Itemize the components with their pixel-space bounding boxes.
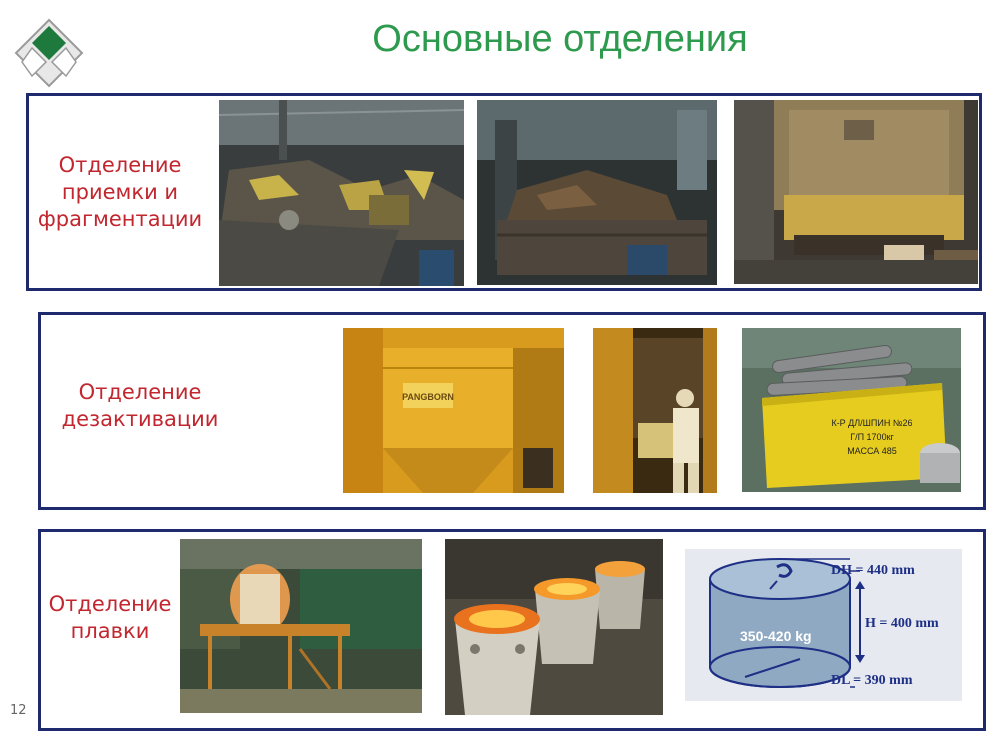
section-label-melting: Отделение плавки	[48, 592, 172, 643]
operator-photo	[593, 328, 717, 493]
top-diameter-label: DH = 440 mm	[831, 563, 915, 578]
section-label-decontamination: Отделение дезактивации	[61, 380, 219, 431]
container-marking-3: МАССА 485	[847, 446, 897, 456]
ingot-weight-label: 350-420 kg	[740, 628, 812, 644]
scrap-container-photo	[477, 100, 717, 285]
company-logo	[14, 18, 84, 88]
slide-number: 12	[10, 703, 27, 718]
decontamination-unit-photo	[343, 328, 564, 493]
ingot-diagram	[685, 549, 962, 701]
container-marking-1: К-Р ДЛ/ШПИН №26	[831, 418, 913, 428]
bottom-diameter-label: DL = 390 mm	[831, 673, 913, 688]
container-marking-2: Г/П 1700кг	[850, 432, 894, 442]
press-machine-photo	[734, 100, 978, 284]
slide-title: Основные отделения	[372, 18, 748, 60]
molten-metal-ladles-photo	[445, 539, 663, 715]
decon-hood-label: PANGBORN	[402, 392, 454, 402]
section-label-reception: Отделение приемки и фрагментации	[37, 153, 203, 231]
height-label: H = 400 mm	[865, 616, 939, 631]
melting-furnace-photo	[180, 539, 422, 713]
scrap-metal-photo	[219, 100, 464, 286]
container-rods-photo	[742, 328, 961, 492]
